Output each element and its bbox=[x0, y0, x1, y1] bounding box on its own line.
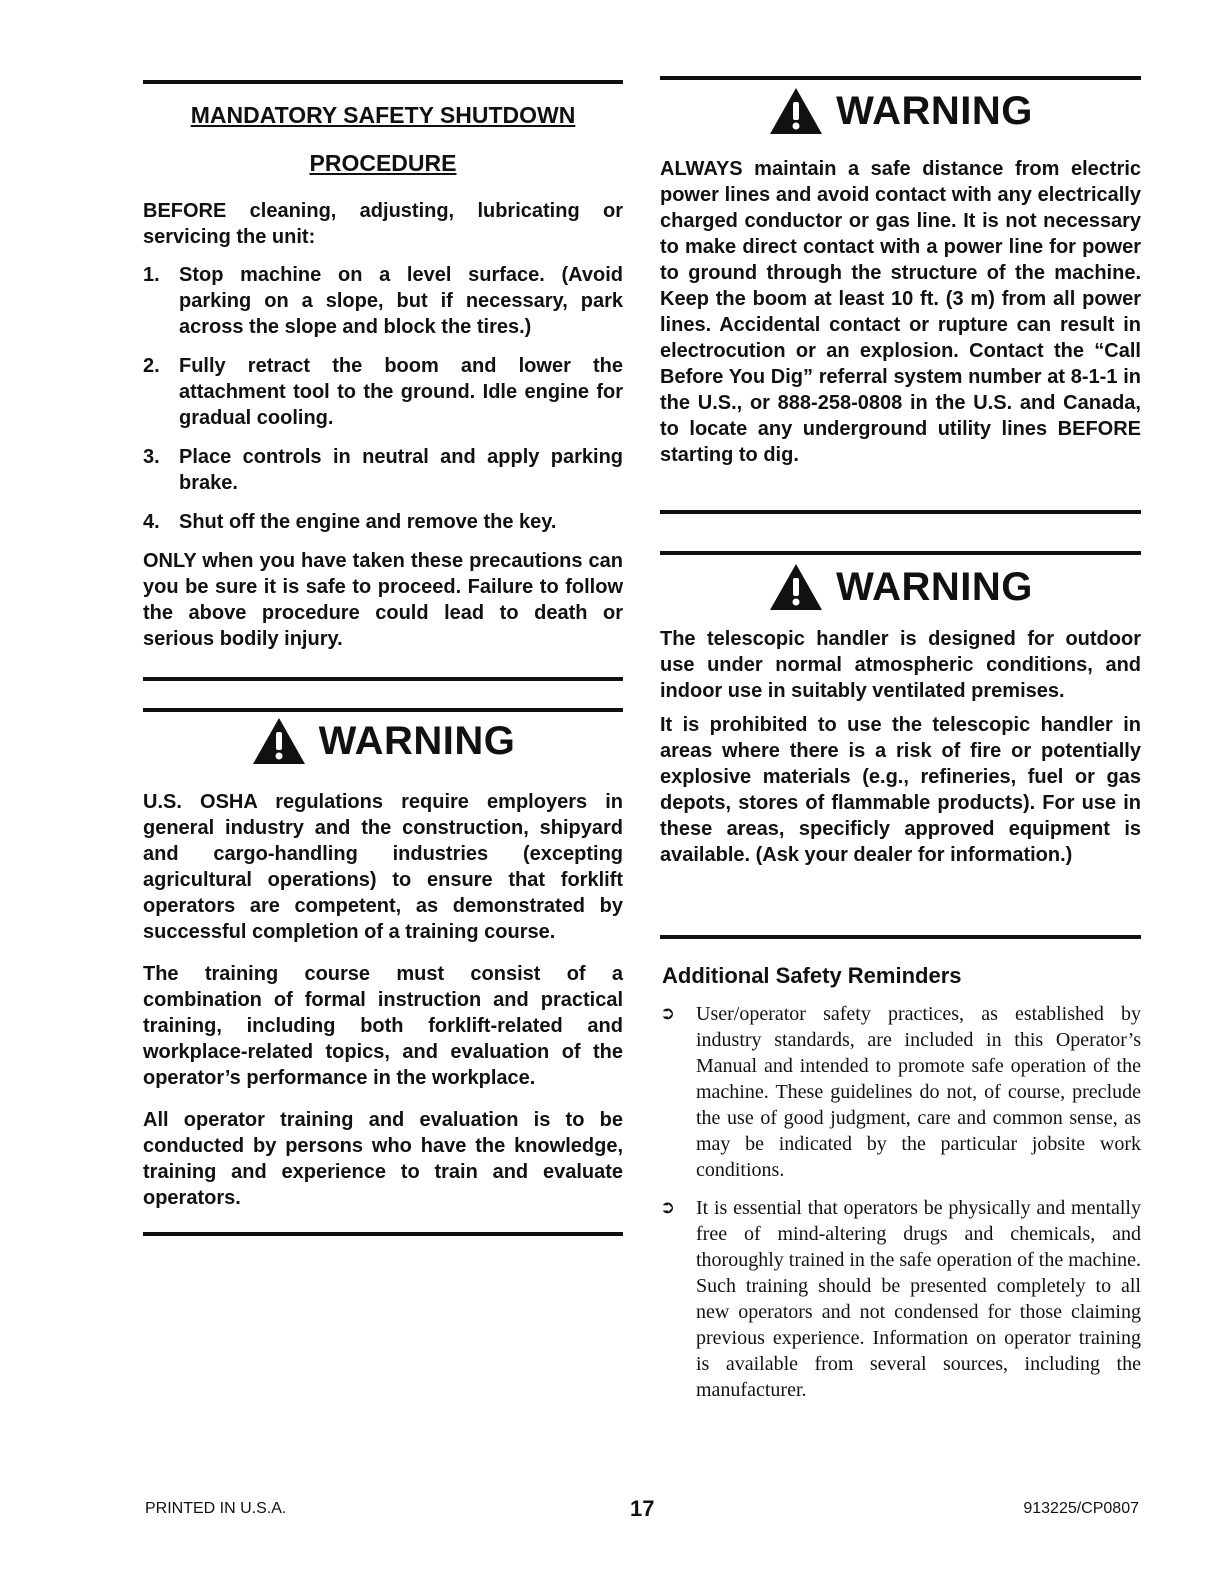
step-item bbox=[143, 444, 623, 496]
warning-triangle-icon bbox=[768, 86, 824, 136]
warning-triangle-icon bbox=[768, 562, 824, 612]
step-number: 3. bbox=[143, 446, 160, 468]
osha-paragraph: U.S. OSHA regulations require employers in general industry and the construction, shipyard and cargo-handling industries (excepting agricultural operations) to ensure that forklift operators are competent, as demonstrated by successful completion of a training course. bbox=[143, 791, 623, 943]
reminder-item bbox=[660, 1001, 1141, 1183]
shutdown-title-line-2: PROCEDURE bbox=[309, 150, 457, 176]
reminders-list bbox=[660, 1001, 1141, 1403]
power-line-warning-header bbox=[660, 86, 1141, 136]
telescopic-paragraph: The telescopic handler is designed for outdoor use under normal atmospheric conditions, and indoor use in suitably ventilated premises. bbox=[660, 628, 1141, 702]
arrow-bullet-icon: ➲ bbox=[660, 1003, 676, 1024]
osha-warning-body bbox=[143, 789, 623, 1227]
step-item bbox=[143, 509, 623, 535]
telescopic-warning-header bbox=[660, 562, 1141, 612]
warning-label: WARNING bbox=[318, 719, 516, 763]
shutdown-body bbox=[143, 198, 623, 668]
shutdown-closing: ONLY when you have taken these precautions can you be sure it is safe to proceed. Failure to follow the above procedure could lead to death or serious bodily injury. bbox=[143, 550, 623, 650]
footer-printed: PRINTED IN U.S.A. bbox=[145, 1500, 287, 1517]
telescopic-warning-body bbox=[660, 626, 1141, 868]
telescopic-paragraph: It is prohibited to use the telescopic handler in areas where there is a risk of fire or potentially explosive materials (e.g., refineries, fuel or gas depots, stores of flammable products). For use in these areas, specificly approved equipment is available. (Ask your dealer for information.) bbox=[660, 714, 1141, 866]
step-number: 2. bbox=[143, 355, 160, 377]
section-rule bbox=[660, 935, 1141, 939]
section-rule bbox=[660, 510, 1141, 514]
section-rule bbox=[143, 677, 623, 681]
step-item bbox=[143, 262, 623, 340]
reminder-text: User/operator safety practices, as established by industry standards, are included in this Operator’s Manual and intended to promote safe operation of the machine. These guidelines do not, of course, preclude the use of good judgment, care and common sense, as may be indicated by the particular jobsite work conditions. bbox=[696, 1003, 1141, 1181]
step-text: Fully retract the boom and lower the attachment tool to the ground. Idle engine for gradual cooling. bbox=[179, 355, 623, 429]
warning-triangle-icon bbox=[251, 716, 307, 766]
reminder-text: It is essential that operators be physically and mentally free of mind-altering drugs and chemicals, and thoroughly trained in the safe operation of the machine. Such training should be presented completely to all new operators and not condensed for those claiming previous experience. Information on operator training is available from several sources, including the manufacturer. bbox=[696, 1197, 1141, 1401]
warning-label: WARNING bbox=[836, 89, 1033, 133]
step-number: 1. bbox=[143, 264, 160, 286]
page-number: 17 bbox=[630, 1496, 655, 1521]
arrow-bullet-icon: ➲ bbox=[660, 1197, 676, 1218]
step-text: Place controls in neutral and apply parking brake. bbox=[179, 446, 623, 494]
osha-paragraph: All operator training and evaluation is to be conducted by persons who have the knowledge, training and experience to train and evaluate operators. bbox=[143, 1109, 623, 1209]
doc-code: 913225/CP0807 bbox=[1023, 1500, 1139, 1517]
reminders-title: Additional Safety Reminders bbox=[662, 963, 962, 988]
section-rule bbox=[660, 551, 1141, 555]
warning-label: WARNING bbox=[836, 565, 1033, 609]
step-number: 4. bbox=[143, 511, 160, 533]
step-item bbox=[143, 353, 623, 431]
shutdown-title-line-1: MANDATORY SAFETY SHUTDOWN bbox=[190, 102, 576, 128]
osha-warning-header bbox=[143, 716, 623, 766]
section-rule bbox=[143, 1232, 623, 1236]
shutdown-steps bbox=[143, 262, 623, 535]
reminders-body bbox=[660, 1001, 1141, 1415]
reminder-item bbox=[660, 1195, 1141, 1403]
step-text: Shut off the engine and remove the key. bbox=[179, 511, 557, 533]
power-line-warning-text: ALWAYS maintain a safe distance from electric power lines and avoid contact with any electrically charged conductor or gas line. It is not necessary to make direct contact with a power line for power to ground through the structure of the machine. Keep the boom at least 10 ft. (3 m) from all power lines. Accidental contact or rupture can result in electrocution or an explosion. Contact the “Call Before You Dig” referral system number at 8-1-1 in the U.S., or 888-258-0808 in the U.S. and Canada, to locate any underground utility lines BEFORE starting to dig. bbox=[660, 158, 1141, 466]
step-text: Stop machine on a level surface. (Avoid parking on a slope, but if necessary, park across the slope and block the tires.) bbox=[179, 264, 623, 338]
osha-paragraph: The training course must consist of a combination of formal instruction and practical training, including both forklift-related and workplace-related topics, and evaluation of the operator’s performance in the workplace. bbox=[143, 963, 623, 1089]
top-rule bbox=[143, 80, 623, 84]
shutdown-intro: BEFORE cleaning, adjusting, lubricating or servicing the unit: bbox=[143, 200, 623, 248]
top-rule bbox=[660, 76, 1141, 80]
section-rule bbox=[143, 708, 623, 712]
power-line-warning-body bbox=[660, 156, 1141, 468]
